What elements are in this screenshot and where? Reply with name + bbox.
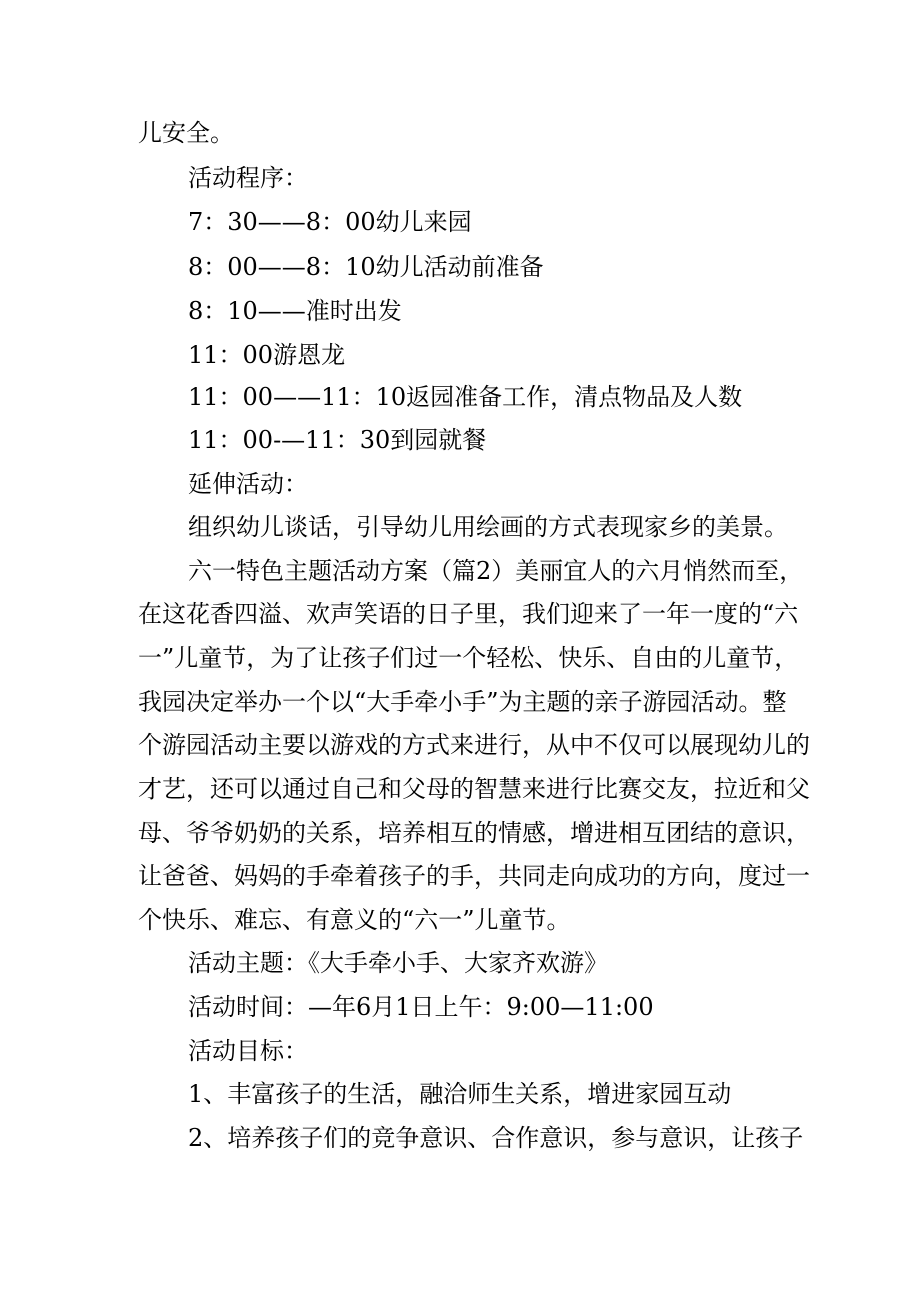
goal-item: 2、培养孩子们的竞争意识、合作意识，参与意识，让孩子	[188, 1124, 804, 1152]
activity-theme: 活动主题：《大手牵小手、大家齐欢游》	[188, 949, 608, 977]
paragraph-line: 个游园活动主要以游戏的方式来进行，从中不仅可以展现幼儿的	[138, 731, 810, 759]
schedule-item: 11：00——11：10返园准备工作，清点物品及人数	[188, 383, 743, 411]
section-heading: 延伸活动：	[188, 470, 308, 498]
text-line: 儿安全。	[138, 119, 234, 147]
paragraph-line: 一”儿童节，为了让孩子们过一个轻松、快乐、自由的儿童节，	[138, 644, 799, 672]
section-heading: 活动目标：	[188, 1037, 308, 1065]
paragraph-line: 组织幼儿谈话，引导幼儿用绘画的方式表现家乡的美景。	[188, 513, 788, 541]
paragraph-line: 母、爷爷奶奶的关系，培养相互的情感，增进相互团结的意识，	[138, 819, 810, 847]
schedule-item: 7：30——8：00幼儿来园	[188, 208, 472, 236]
paragraph-line: 个快乐、难忘、有意义的“六一”儿童节。	[138, 906, 571, 934]
schedule-item: 11：00-—11：30到园就餐	[188, 426, 487, 454]
paragraph-line: 在这花香四溢、欢声笑语的日子里，我们迎来了一年一度的“六	[138, 600, 799, 628]
paragraph-line: 六一特色主题活动方案（篇2）美丽宜人的六月悄然而至，	[188, 557, 804, 585]
paragraph-line: 让爸爸、妈妈的手牵着孩子的手，共同走向成功的方向，度过一	[138, 862, 810, 890]
schedule-item: 8：10——准时出发	[188, 297, 402, 325]
schedule-item: 8：00——8：10幼儿活动前准备	[188, 253, 544, 281]
activity-time: 活动时间：—年6月1日上午：9:00—11:00	[188, 993, 654, 1021]
schedule-item: 11：00游恩龙	[188, 341, 346, 369]
paragraph-line: 才艺，还可以通过自己和父母的智慧来进行比赛交友，拉近和父	[138, 775, 810, 803]
section-heading: 活动程序：	[188, 164, 308, 192]
paragraph-line: 我园决定举办一个以“大手牵小手”为主题的亲子游园活动。整	[138, 688, 787, 716]
goal-item: 1、丰富孩子的生活，融洽师生关系，增进家园互动	[188, 1080, 732, 1108]
